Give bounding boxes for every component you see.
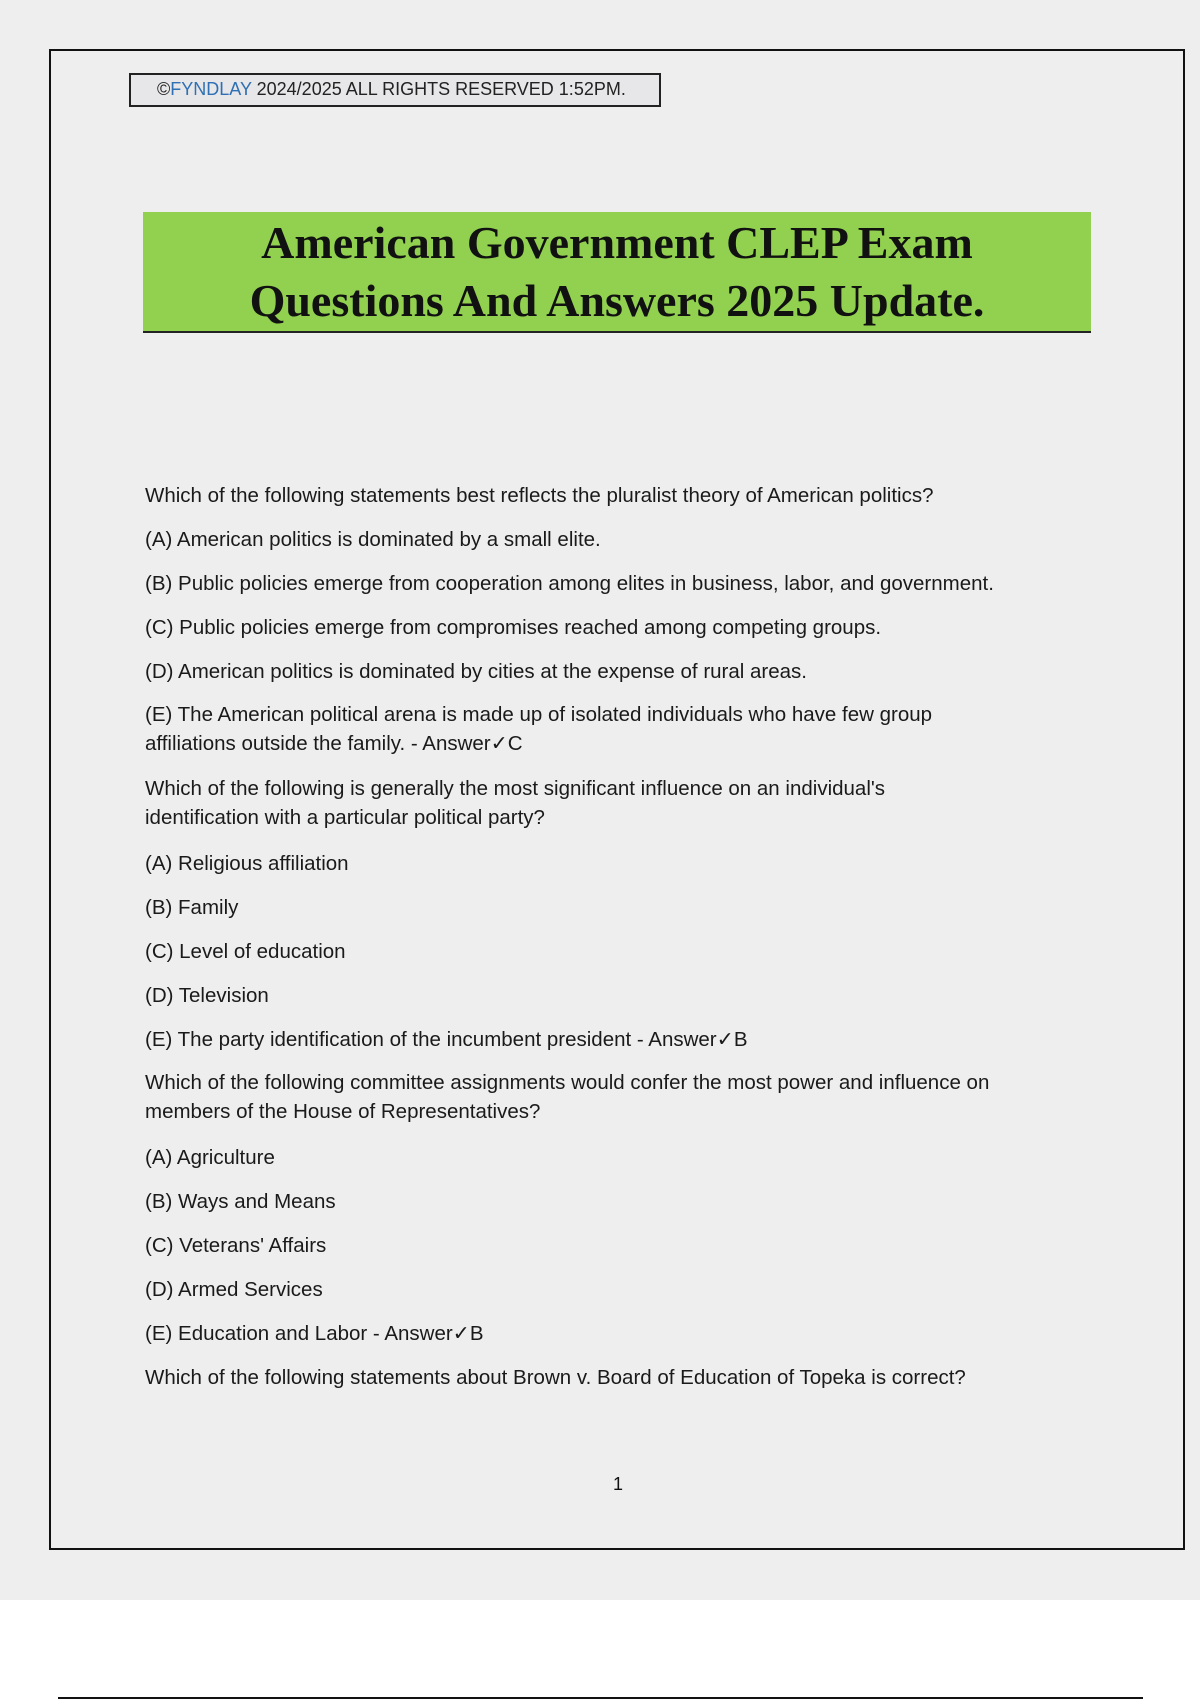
answer-option-line: (A) Religious affiliation xyxy=(145,852,349,875)
answer-option-line: (C) Level of education xyxy=(145,940,346,963)
document-title xyxy=(143,212,1091,333)
title-line-1: American Government CLEP Exam xyxy=(261,216,973,268)
answer-option-line: (A) American politics is dominated by a small elite. xyxy=(145,528,601,551)
answer-option xyxy=(145,976,1085,1020)
bottom-divider xyxy=(58,1697,1143,1699)
answer-option-line: (D) American politics is dominated by cities at the expense of rural areas. xyxy=(145,660,807,683)
question-text-line: Which of the following is generally the most significant influence on an individual's xyxy=(145,777,886,800)
question-list xyxy=(145,476,1085,1402)
question-text-line: Which of the following statements about Brown v. Board of Education of Topeka is correct? xyxy=(145,1366,966,1389)
answer-option-line: (E) The party identification of the incumbent president - Answer✓B xyxy=(145,1028,748,1051)
question-text xyxy=(145,1064,1085,1138)
answer-option-line: (B) Ways and Means xyxy=(145,1190,336,1213)
title-line-2: Questions And Answers 2025 Update. xyxy=(249,274,985,326)
answer-option-line: affiliations outside the family. - Answer✓C xyxy=(145,732,523,755)
answer-option xyxy=(145,564,1085,608)
answer-option xyxy=(145,1020,1085,1064)
question-text-line: Which of the following committee assignments would confer the most power and influence on xyxy=(145,1071,990,1094)
answer-option-line: (D) Television xyxy=(145,984,269,1007)
answer-option xyxy=(145,888,1085,932)
answer-option xyxy=(145,520,1085,564)
answer-option-line: (D) Armed Services xyxy=(145,1278,323,1301)
answer-option xyxy=(145,652,1085,696)
page-number: 1 xyxy=(612,1474,623,1494)
answer-option-line: (E) Education and Labor - Answer✓B xyxy=(145,1322,484,1345)
copyright-banner xyxy=(129,73,661,107)
answer-option xyxy=(145,1182,1085,1226)
question-text xyxy=(145,770,1085,844)
answer-option xyxy=(145,1314,1085,1358)
question-text-line: Which of the following statements best reflects the pluralist theory of American politics? xyxy=(145,484,934,507)
answer-option-line: (E) The American political arena is made up of isolated individuals who have few group xyxy=(145,703,933,726)
answer-option xyxy=(145,696,1085,770)
answer-option xyxy=(145,1226,1085,1270)
answer-option xyxy=(145,844,1085,888)
question-text-line: identification with a particular political party? xyxy=(145,806,545,829)
answer-option xyxy=(145,608,1085,652)
question-text xyxy=(145,476,1085,520)
answer-option-line: (A) Agriculture xyxy=(145,1146,275,1169)
question-text-line: members of the House of Representatives? xyxy=(145,1100,541,1123)
answer-option xyxy=(145,932,1085,976)
answer-option-line: (B) Public policies emerge from cooperation among elites in business, labor, and government. xyxy=(145,572,994,595)
answer-option xyxy=(145,1270,1085,1314)
answer-option-line: (B) Family xyxy=(145,896,239,919)
brand-name: FYNDLAY xyxy=(170,79,252,99)
answer-option-line: (C) Veterans' Affairs xyxy=(145,1234,327,1257)
copyright-text: 2024/2025 ALL RIGHTS RESERVED 1:52PM. xyxy=(251,79,626,99)
copyright-symbol: © xyxy=(157,79,171,99)
answer-option-line: (C) Public policies emerge from compromises reached among competing groups. xyxy=(145,616,882,639)
question-text xyxy=(145,1358,1085,1402)
answer-option xyxy=(145,1138,1085,1182)
